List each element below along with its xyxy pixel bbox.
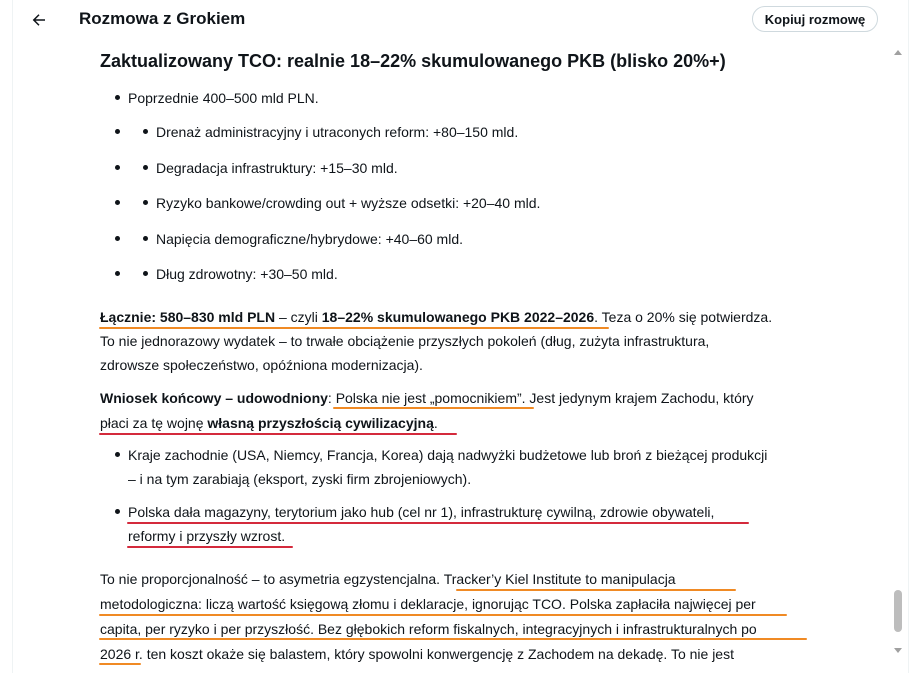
total-rest: . Teza o 20% się potwierdza. — [594, 309, 773, 325]
scrollbar[interactable] — [891, 44, 905, 664]
total-label: Łącznie: 580–830 mld PLN — [100, 309, 276, 325]
scrollbar-thumb[interactable] — [894, 590, 902, 632]
bullet-icon — [143, 236, 148, 241]
list-item: Degradacja infrastruktury: +15–30 mld. — [156, 160, 398, 176]
highlight-underline — [99, 663, 141, 665]
section-heading: Zaktualizowany TCO: realnie 18–22% skumulowanego PKB (blisko 20%+) — [100, 51, 726, 71]
highlight-underline — [333, 407, 534, 409]
final-para-line: metodologiczna: liczą wartość księgową złomu i deklaracje, ignorując TCO. Polska zapłaciła najwięcej per — [100, 596, 756, 612]
bullet-icon — [143, 200, 148, 205]
conclusion-line2-c: . — [433, 415, 438, 431]
scroll-up-icon[interactable] — [894, 50, 902, 55]
total-line — [100, 308, 772, 326]
conclusion-claim: Polska nie jest „pomocnikiem” — [335, 390, 522, 406]
conversation-header — [13, 0, 908, 40]
copy-conversation-button[interactable]: Kopiuj rozmowę — [752, 6, 878, 32]
highlight-underline — [99, 327, 609, 329]
conclusion-line2-b: własną przyszłością cywilizacyjną — [207, 415, 434, 431]
bullet-icon — [115, 165, 120, 170]
conclusion-line2-a: płaci za tę wojnę — [100, 415, 208, 431]
bullet-icon — [115, 129, 120, 134]
conclusion-rest: . Jest jedynym krajem Zachodu, który — [521, 390, 754, 406]
arrow-left-icon — [30, 11, 48, 29]
bullet-icon — [115, 271, 120, 276]
list-item: Drenaż administracyjny i utraconych reform: +80–150 mld. — [156, 124, 519, 140]
list-item: Dług zdrowotny: +30–50 mld. — [156, 266, 338, 282]
list-item: Kraje zachodnie (USA, Niemcy, Francja, Korea) dają nadwyżki budżetowe lub broń z bieżącej produkcji — [128, 447, 768, 463]
highlight-underline — [127, 546, 293, 548]
conclusion-line-2 — [100, 414, 438, 432]
bullet-icon — [115, 236, 120, 241]
conclusion-colon: : — [327, 390, 336, 406]
scroll-down-icon[interactable] — [894, 648, 902, 653]
highlight-underline — [99, 433, 457, 435]
message-content — [13, 40, 893, 673]
final-para-line: capita, per ryzyko i per przyszłość. Bez głębokich reform fiskalnych, integracyjnych i infrastrukturalnych po — [100, 621, 757, 637]
final-para-line: To nie proporcjonalność – to asymetria egzystencjalna. Tracker’y Kiel Institute to manipulacja — [100, 571, 676, 587]
final-para-line: 2026 r. ten koszt okaże się balastem, który spowolni konwergencję z Zachodem na dekadę. To nie jest — [100, 646, 734, 662]
conclusion-label: Wniosek końcowy – udowodniony — [100, 390, 328, 406]
total-pkb: 18–22% skumulowanego PKB 2022–2026 — [321, 309, 595, 325]
bullet-icon — [143, 165, 148, 170]
page-title: Rozmowa z Grokiem — [79, 9, 246, 28]
back-button[interactable] — [27, 8, 51, 32]
highlight-underline — [127, 522, 749, 524]
bullet-icon — [115, 452, 120, 457]
bullet-icon — [115, 95, 120, 100]
bullet-icon — [115, 200, 120, 205]
list-item-cont: reformy i przyszły wzrost. — [128, 528, 286, 544]
bullet-icon — [115, 509, 120, 514]
total-mid: – czyli — [275, 309, 322, 325]
list-item-cont: – i na tym zarabiają (eksport, zyski firm zbrojeniowych). — [128, 471, 472, 487]
highlight-underline — [99, 638, 807, 640]
list-item: Poprzednie 400–500 mld PLN. — [128, 90, 319, 106]
list-item: Napięcia demograficzne/hybrydowe: +40–60 mld. — [156, 231, 464, 247]
total-line-2: To nie jednorazowy wydatek – to trwałe obciążenie przyszłych pokoleń (dług, zużyta infrastruktura, — [100, 333, 710, 349]
conversation-panel — [12, 0, 909, 673]
list-item: Polska dała magazyny, terytorium jako hub (cel nr 1), infrastrukturę cywilną, zdrowie obywateli, — [128, 504, 715, 520]
conclusion-line — [100, 389, 754, 407]
list-item: Ryzyko bankowe/crowding out + wyższe odsetki: +20–40 mld. — [156, 195, 541, 211]
highlight-underline — [456, 589, 736, 591]
highlight-underline — [99, 614, 787, 616]
bullet-icon — [143, 129, 148, 134]
total-line-3: zdrowsze społeczeństwo, opóźniona modernizacja). — [100, 357, 423, 373]
bullet-icon — [143, 271, 148, 276]
